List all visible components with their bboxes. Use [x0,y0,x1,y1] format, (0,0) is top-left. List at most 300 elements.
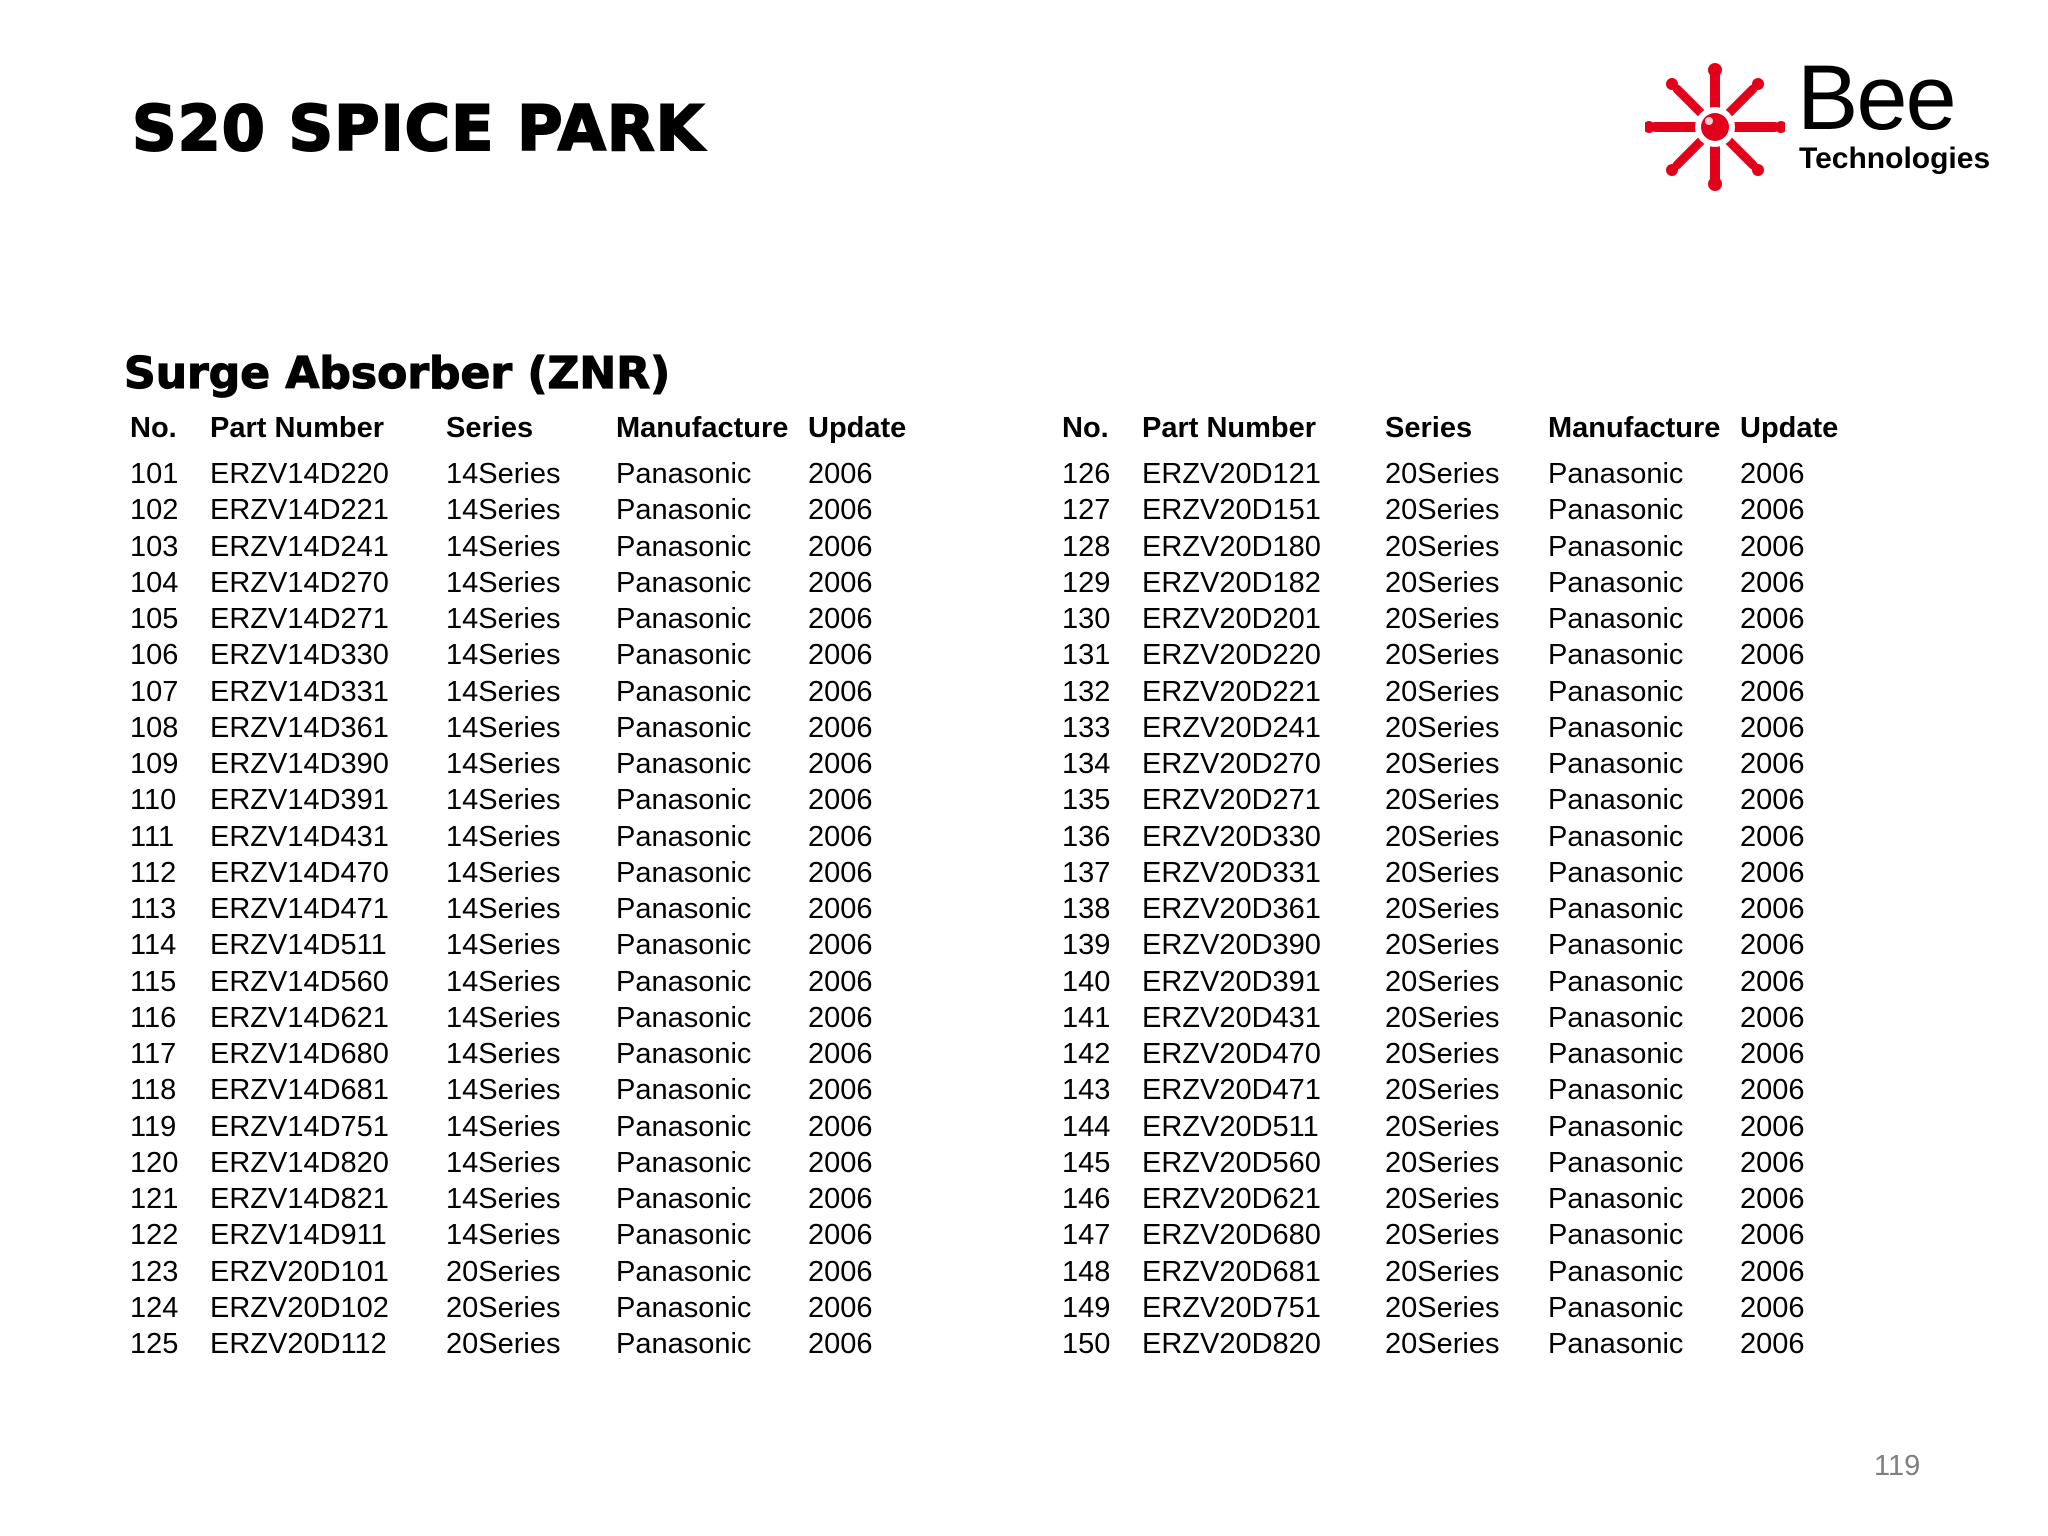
cell-series: 14Series [446,711,561,744]
cell-update: 2006 [1740,1146,1805,1179]
cell-update: 2006 [808,1219,873,1252]
cell-update: 2006 [1740,1291,1805,1324]
cell-no: 138 [1062,893,1111,926]
cell-update: 2006 [808,856,873,889]
table-row [1062,746,1860,782]
cell-series: 20Series [1385,856,1500,889]
table-row [1062,1036,1860,1072]
cell-update: 2006 [1740,711,1805,744]
cell-manufacture: Panasonic [1548,1074,1684,1107]
cell-update: 2006 [1740,1328,1805,1361]
cell-no: 117 [130,1038,177,1071]
cell-no: 127 [1062,494,1111,527]
cell-no: 120 [130,1146,179,1179]
cell-part-number: ERZV14D221 [210,494,389,527]
cell-series: 20Series [1385,1110,1500,1143]
cell-update: 2006 [808,1255,873,1288]
cell-update: 2006 [1740,929,1805,962]
cell-series: 14Series [446,748,561,781]
cell-part-number: ERZV14D330 [210,639,389,672]
cell-update: 2006 [808,1110,873,1143]
table-row [1062,782,1860,818]
table-header-row [1062,412,1860,456]
cell-update: 2006 [1740,1219,1805,1252]
cell-part-number: ERZV20D560 [1142,1146,1321,1179]
cell-no: 107 [130,675,179,708]
cell-part-number: ERZV20D471 [1142,1074,1321,1107]
cell-series: 20Series [1385,1074,1500,1107]
cell-manufacture: Panasonic [1548,566,1684,599]
cell-update: 2006 [1740,965,1805,998]
cell-series: 14Series [446,1110,561,1143]
table-row [1062,565,1860,601]
cell-series: 14Series [446,1146,561,1179]
cell-manufacture: Panasonic [1548,711,1684,744]
cell-series: 14Series [446,929,561,962]
cell-series: 20Series [1385,711,1500,744]
cell-part-number: ERZV14D911 [210,1219,387,1252]
cell-series: 14Series [446,639,561,672]
cell-no: 119 [130,1110,177,1143]
cell-no: 145 [1062,1146,1111,1179]
table-row [130,1145,928,1181]
cell-update: 2006 [1740,1038,1805,1071]
cell-manufacture: Panasonic [1548,929,1684,962]
cell-manufacture: Panasonic [1548,458,1684,491]
cell-part-number: ERZV20D102 [210,1291,389,1324]
cell-manufacture: Panasonic [616,748,752,781]
cell-part-number: ERZV14D751 [210,1110,389,1143]
cell-no: 109 [130,748,179,781]
cell-no: 122 [130,1219,179,1252]
cell-manufacture: Panasonic [616,458,752,491]
cell-part-number: ERZV14D681 [210,1074,389,1107]
table-row [130,674,928,710]
cell-series: 14Series [446,566,561,599]
cell-update: 2006 [1740,856,1805,889]
cell-update: 2006 [808,530,873,563]
table-row [130,637,928,673]
table-body [1062,456,1860,1362]
cell-manufacture: Panasonic [1548,856,1684,889]
cell-series: 20Series [1385,820,1500,853]
cell-no: 105 [130,603,179,636]
cell-manufacture: Panasonic [1548,1219,1684,1252]
cell-series: 14Series [446,530,561,563]
cell-no: 134 [1062,748,1111,781]
cell-part-number: ERZV20D270 [1142,748,1321,781]
cell-update: 2006 [1740,675,1805,708]
table-row [130,891,928,927]
table-row [130,529,928,565]
table-row [130,964,928,1000]
cell-update: 2006 [1740,458,1805,491]
cell-series: 14Series [446,675,561,708]
cell-manufacture: Panasonic [616,1074,752,1107]
cell-no: 143 [1062,1074,1111,1107]
cell-series: 20Series [1385,530,1500,563]
table-row [1062,1072,1860,1108]
cell-part-number: ERZV20D220 [1142,639,1321,672]
logo-brand-text: Bee [1797,47,1955,149]
cell-no: 136 [1062,820,1111,853]
cell-update: 2006 [1740,1110,1805,1143]
cell-no: 108 [130,711,179,744]
cell-part-number: ERZV20D151 [1142,494,1321,527]
cell-part-number: ERZV20D241 [1142,711,1321,744]
cell-no: 147 [1062,1219,1111,1252]
cell-no: 142 [1062,1038,1111,1071]
cell-series: 20Series [1385,1328,1500,1361]
cell-manufacture: Panasonic [1548,965,1684,998]
parts-table-left [130,412,928,1362]
cell-update: 2006 [808,1038,873,1071]
table-row [130,1036,928,1072]
column-header-manufacture: Manufacture [1548,412,1721,444]
cell-manufacture: Panasonic [1548,603,1684,636]
table-row [1062,492,1860,528]
cell-part-number: ERZV14D821 [210,1183,389,1216]
table-row [130,456,928,492]
cell-update: 2006 [808,965,873,998]
table-row [130,492,928,528]
cell-part-number: ERZV14D331 [210,675,389,708]
cell-manufacture: Panasonic [616,1183,752,1216]
cell-update: 2006 [1740,494,1805,527]
cell-no: 148 [1062,1255,1111,1288]
table-body [130,456,928,1362]
cell-part-number: ERZV14D560 [210,965,389,998]
cell-update: 2006 [808,603,873,636]
cell-no: 112 [130,856,177,889]
table-row [130,782,928,818]
cell-manufacture: Panasonic [616,675,752,708]
cell-update: 2006 [808,1328,873,1361]
sunburst-logo-icon [1645,62,1785,192]
column-header-update: Update [808,412,907,444]
cell-manufacture: Panasonic [616,1146,752,1179]
table-row [1062,637,1860,673]
table-row [130,1217,928,1253]
cell-manufacture: Panasonic [616,965,752,998]
cell-update: 2006 [1740,1183,1805,1216]
cell-update: 2006 [808,893,873,926]
column-header-manufacture: Manufacture [616,412,789,444]
page-number: 119 [1874,1450,1921,1482]
cell-manufacture: Panasonic [616,530,752,563]
cell-no: 135 [1062,784,1111,817]
cell-no: 106 [130,639,179,672]
cell-series: 14Series [446,1001,561,1034]
cell-no: 141 [1062,1001,1111,1034]
cell-part-number: ERZV20D621 [1142,1183,1321,1216]
table-row [1062,891,1860,927]
table-row [130,1072,928,1108]
table-row [1062,1290,1860,1326]
cell-no: 116 [130,1001,177,1034]
cell-part-number: ERZV20D331 [1142,856,1321,889]
cell-series: 14Series [446,784,561,817]
cell-no: 139 [1062,929,1111,962]
cell-no: 128 [1062,530,1111,563]
table-row [1062,1254,1860,1290]
cell-part-number: ERZV14D680 [210,1038,389,1071]
cell-part-number: ERZV20D182 [1142,566,1321,599]
cell-part-number: ERZV14D270 [210,566,389,599]
cell-manufacture: Panasonic [616,1110,752,1143]
cell-series: 14Series [446,965,561,998]
cell-update: 2006 [808,1001,873,1034]
cell-update: 2006 [808,1291,873,1324]
cell-series: 20Series [1385,965,1500,998]
cell-part-number: ERZV14D390 [210,748,389,781]
cell-manufacture: Panasonic [616,820,752,853]
parts-table-right [1062,412,1860,1362]
cell-manufacture: Panasonic [616,1219,752,1252]
cell-series: 20Series [1385,675,1500,708]
cell-part-number: ERZV20D820 [1142,1328,1321,1361]
cell-manufacture: Panasonic [616,929,752,962]
cell-manufacture: Panasonic [616,1255,752,1288]
column-header-series: Series [1385,412,1473,444]
cell-part-number: ERZV14D471 [210,893,389,926]
cell-update: 2006 [1740,820,1805,853]
cell-update: 2006 [808,675,873,708]
cell-update: 2006 [808,458,873,491]
cell-manufacture: Panasonic [1548,1255,1684,1288]
cell-no: 144 [1062,1110,1111,1143]
cell-no: 131 [1062,639,1111,672]
logo-tagline: Technologies [1799,142,1991,175]
cell-no: 114 [130,929,177,962]
table-row [1062,819,1860,855]
cell-no: 123 [130,1255,179,1288]
cell-manufacture: Panasonic [616,784,752,817]
table-row [130,746,928,782]
cell-manufacture: Panasonic [616,711,752,744]
table-row [130,855,928,891]
cell-manufacture: Panasonic [616,1291,752,1324]
cell-update: 2006 [1740,530,1805,563]
cell-series: 20Series [1385,566,1500,599]
cell-no: 129 [1062,566,1111,599]
cell-series: 14Series [446,1219,561,1252]
cell-part-number: ERZV14D470 [210,856,389,889]
cell-no: 101 [130,458,179,491]
table-row [130,1000,928,1036]
cell-update: 2006 [808,494,873,527]
cell-update: 2006 [808,748,873,781]
cell-no: 104 [130,566,179,599]
cell-update: 2006 [808,1074,873,1107]
cell-series: 20Series [1385,1219,1500,1252]
table-row [130,819,928,855]
cell-manufacture: Panasonic [616,494,752,527]
cell-part-number: ERZV14D271 [210,603,389,636]
cell-no: 146 [1062,1183,1111,1216]
cell-manufacture: Panasonic [1548,1001,1684,1034]
table-row [130,1326,928,1362]
cell-manufacture: Panasonic [1548,494,1684,527]
cell-update: 2006 [808,639,873,672]
company-logo [1645,47,1991,192]
cell-series: 20Series [1385,1255,1500,1288]
table-row [1062,1181,1860,1217]
cell-part-number: ERZV20D121 [1142,458,1321,491]
cell-no: 130 [1062,603,1111,636]
cell-no: 115 [130,965,177,998]
cell-part-number: ERZV20D361 [1142,893,1321,926]
cell-series: 14Series [446,1038,561,1071]
cell-series: 14Series [446,893,561,926]
column-header-series: Series [446,412,534,444]
cell-update: 2006 [1740,893,1805,926]
cell-update: 2006 [808,929,873,962]
cell-manufacture: Panasonic [616,893,752,926]
cell-series: 14Series [446,1074,561,1107]
cell-part-number: ERZV14D220 [210,458,389,491]
cell-update: 2006 [1740,566,1805,599]
table-row [1062,601,1860,637]
table-row [130,710,928,746]
table-row [1062,1217,1860,1253]
cell-no: 111 [130,820,175,853]
cell-series: 20Series [1385,784,1500,817]
cell-manufacture: Panasonic [1548,1038,1684,1071]
cell-manufacture: Panasonic [1548,530,1684,563]
cell-manufacture: Panasonic [1548,675,1684,708]
cell-part-number: ERZV20D681 [1142,1255,1321,1288]
cell-part-number: ERZV20D330 [1142,820,1321,853]
cell-series: 20Series [1385,748,1500,781]
cell-manufacture: Panasonic [1548,748,1684,781]
cell-no: 102 [130,494,179,527]
table-header-row [130,412,928,456]
cell-part-number: ERZV20D201 [1142,603,1321,636]
table-row [1062,710,1860,746]
cell-part-number: ERZV20D180 [1142,530,1321,563]
cell-series: 20Series [1385,639,1500,672]
table-row [1062,456,1860,492]
cell-series: 20Series [1385,1291,1500,1324]
cell-series: 20Series [1385,1038,1500,1071]
cell-part-number: ERZV20D271 [1142,784,1321,817]
cell-no: 132 [1062,675,1111,708]
table-row [1062,1326,1860,1362]
cell-series: 14Series [446,458,561,491]
cell-part-number: ERZV14D511 [210,929,387,962]
cell-update: 2006 [1740,639,1805,672]
table-row [130,1181,928,1217]
table-row [130,1290,928,1326]
cell-no: 118 [130,1074,177,1107]
cell-series: 20Series [446,1255,561,1288]
cell-update: 2006 [808,1183,873,1216]
cell-part-number: ERZV14D241 [210,530,389,563]
column-header-update: Update [1740,412,1839,444]
cell-part-number: ERZV14D431 [210,820,389,853]
column-header-no: No. [1062,412,1109,444]
cell-no: 133 [1062,711,1111,744]
table-row [1062,1145,1860,1181]
cell-series: 20Series [1385,1183,1500,1216]
cell-update: 2006 [1740,603,1805,636]
cell-update: 2006 [1740,1255,1805,1288]
cell-manufacture: Panasonic [616,603,752,636]
cell-manufacture: Panasonic [616,1328,752,1361]
table-row [1062,1000,1860,1036]
cell-part-number: ERZV14D820 [210,1146,389,1179]
cell-part-number: ERZV20D112 [210,1328,387,1361]
cell-update: 2006 [1740,748,1805,781]
cell-part-number: ERZV20D101 [210,1255,389,1288]
cell-manufacture: Panasonic [1548,820,1684,853]
table-row [1062,855,1860,891]
cell-part-number: ERZV20D431 [1142,1001,1321,1034]
cell-series: 14Series [446,603,561,636]
cell-update: 2006 [808,1146,873,1179]
cell-manufacture: Panasonic [616,1038,752,1071]
cell-no: 150 [1062,1328,1111,1361]
cell-manufacture: Panasonic [616,566,752,599]
cell-series: 20Series [1385,1001,1500,1034]
cell-series: 20Series [1385,929,1500,962]
table-row [130,1109,928,1145]
cell-manufacture: Panasonic [1548,1146,1684,1179]
cell-no: 137 [1062,856,1111,889]
cell-no: 125 [130,1328,179,1361]
cell-series: 20Series [1385,494,1500,527]
cell-manufacture: Panasonic [616,1001,752,1034]
cell-part-number: ERZV20D221 [1142,675,1321,708]
cell-part-number: ERZV20D470 [1142,1038,1321,1071]
cell-series: 14Series [446,820,561,853]
cell-part-number: ERZV20D680 [1142,1219,1321,1252]
cell-part-number: ERZV14D391 [210,784,389,817]
cell-part-number: ERZV14D621 [210,1001,389,1034]
cell-part-number: ERZV20D511 [1142,1110,1319,1143]
table-row [1062,927,1860,963]
cell-series: 20Series [1385,1146,1500,1179]
table-row [130,1254,928,1290]
cell-no: 103 [130,530,179,563]
cell-no: 124 [130,1291,179,1324]
table-row [1062,529,1860,565]
table-row [1062,1109,1860,1145]
column-header-part-number: Part Number [1142,412,1317,444]
cell-manufacture: Panasonic [1548,639,1684,672]
cell-part-number: ERZV20D390 [1142,929,1321,962]
cell-update: 2006 [808,711,873,744]
cell-manufacture: Panasonic [616,856,752,889]
cell-manufacture: Panasonic [1548,784,1684,817]
cell-update: 2006 [1740,784,1805,817]
cell-series: 20Series [1385,603,1500,636]
page-title: S20 SPICE PARK [132,92,705,165]
table-row [130,927,928,963]
cell-series: 20Series [446,1291,561,1324]
cell-series: 14Series [446,494,561,527]
cell-manufacture: Panasonic [1548,1110,1684,1143]
cell-no: 110 [130,784,177,817]
cell-update: 2006 [808,784,873,817]
cell-series: 20Series [446,1328,561,1361]
cell-manufacture: Panasonic [1548,1183,1684,1216]
cell-series: 20Series [1385,893,1500,926]
cell-update: 2006 [1740,1001,1805,1034]
cell-part-number: ERZV20D751 [1142,1291,1321,1324]
cell-series: 14Series [446,1183,561,1216]
